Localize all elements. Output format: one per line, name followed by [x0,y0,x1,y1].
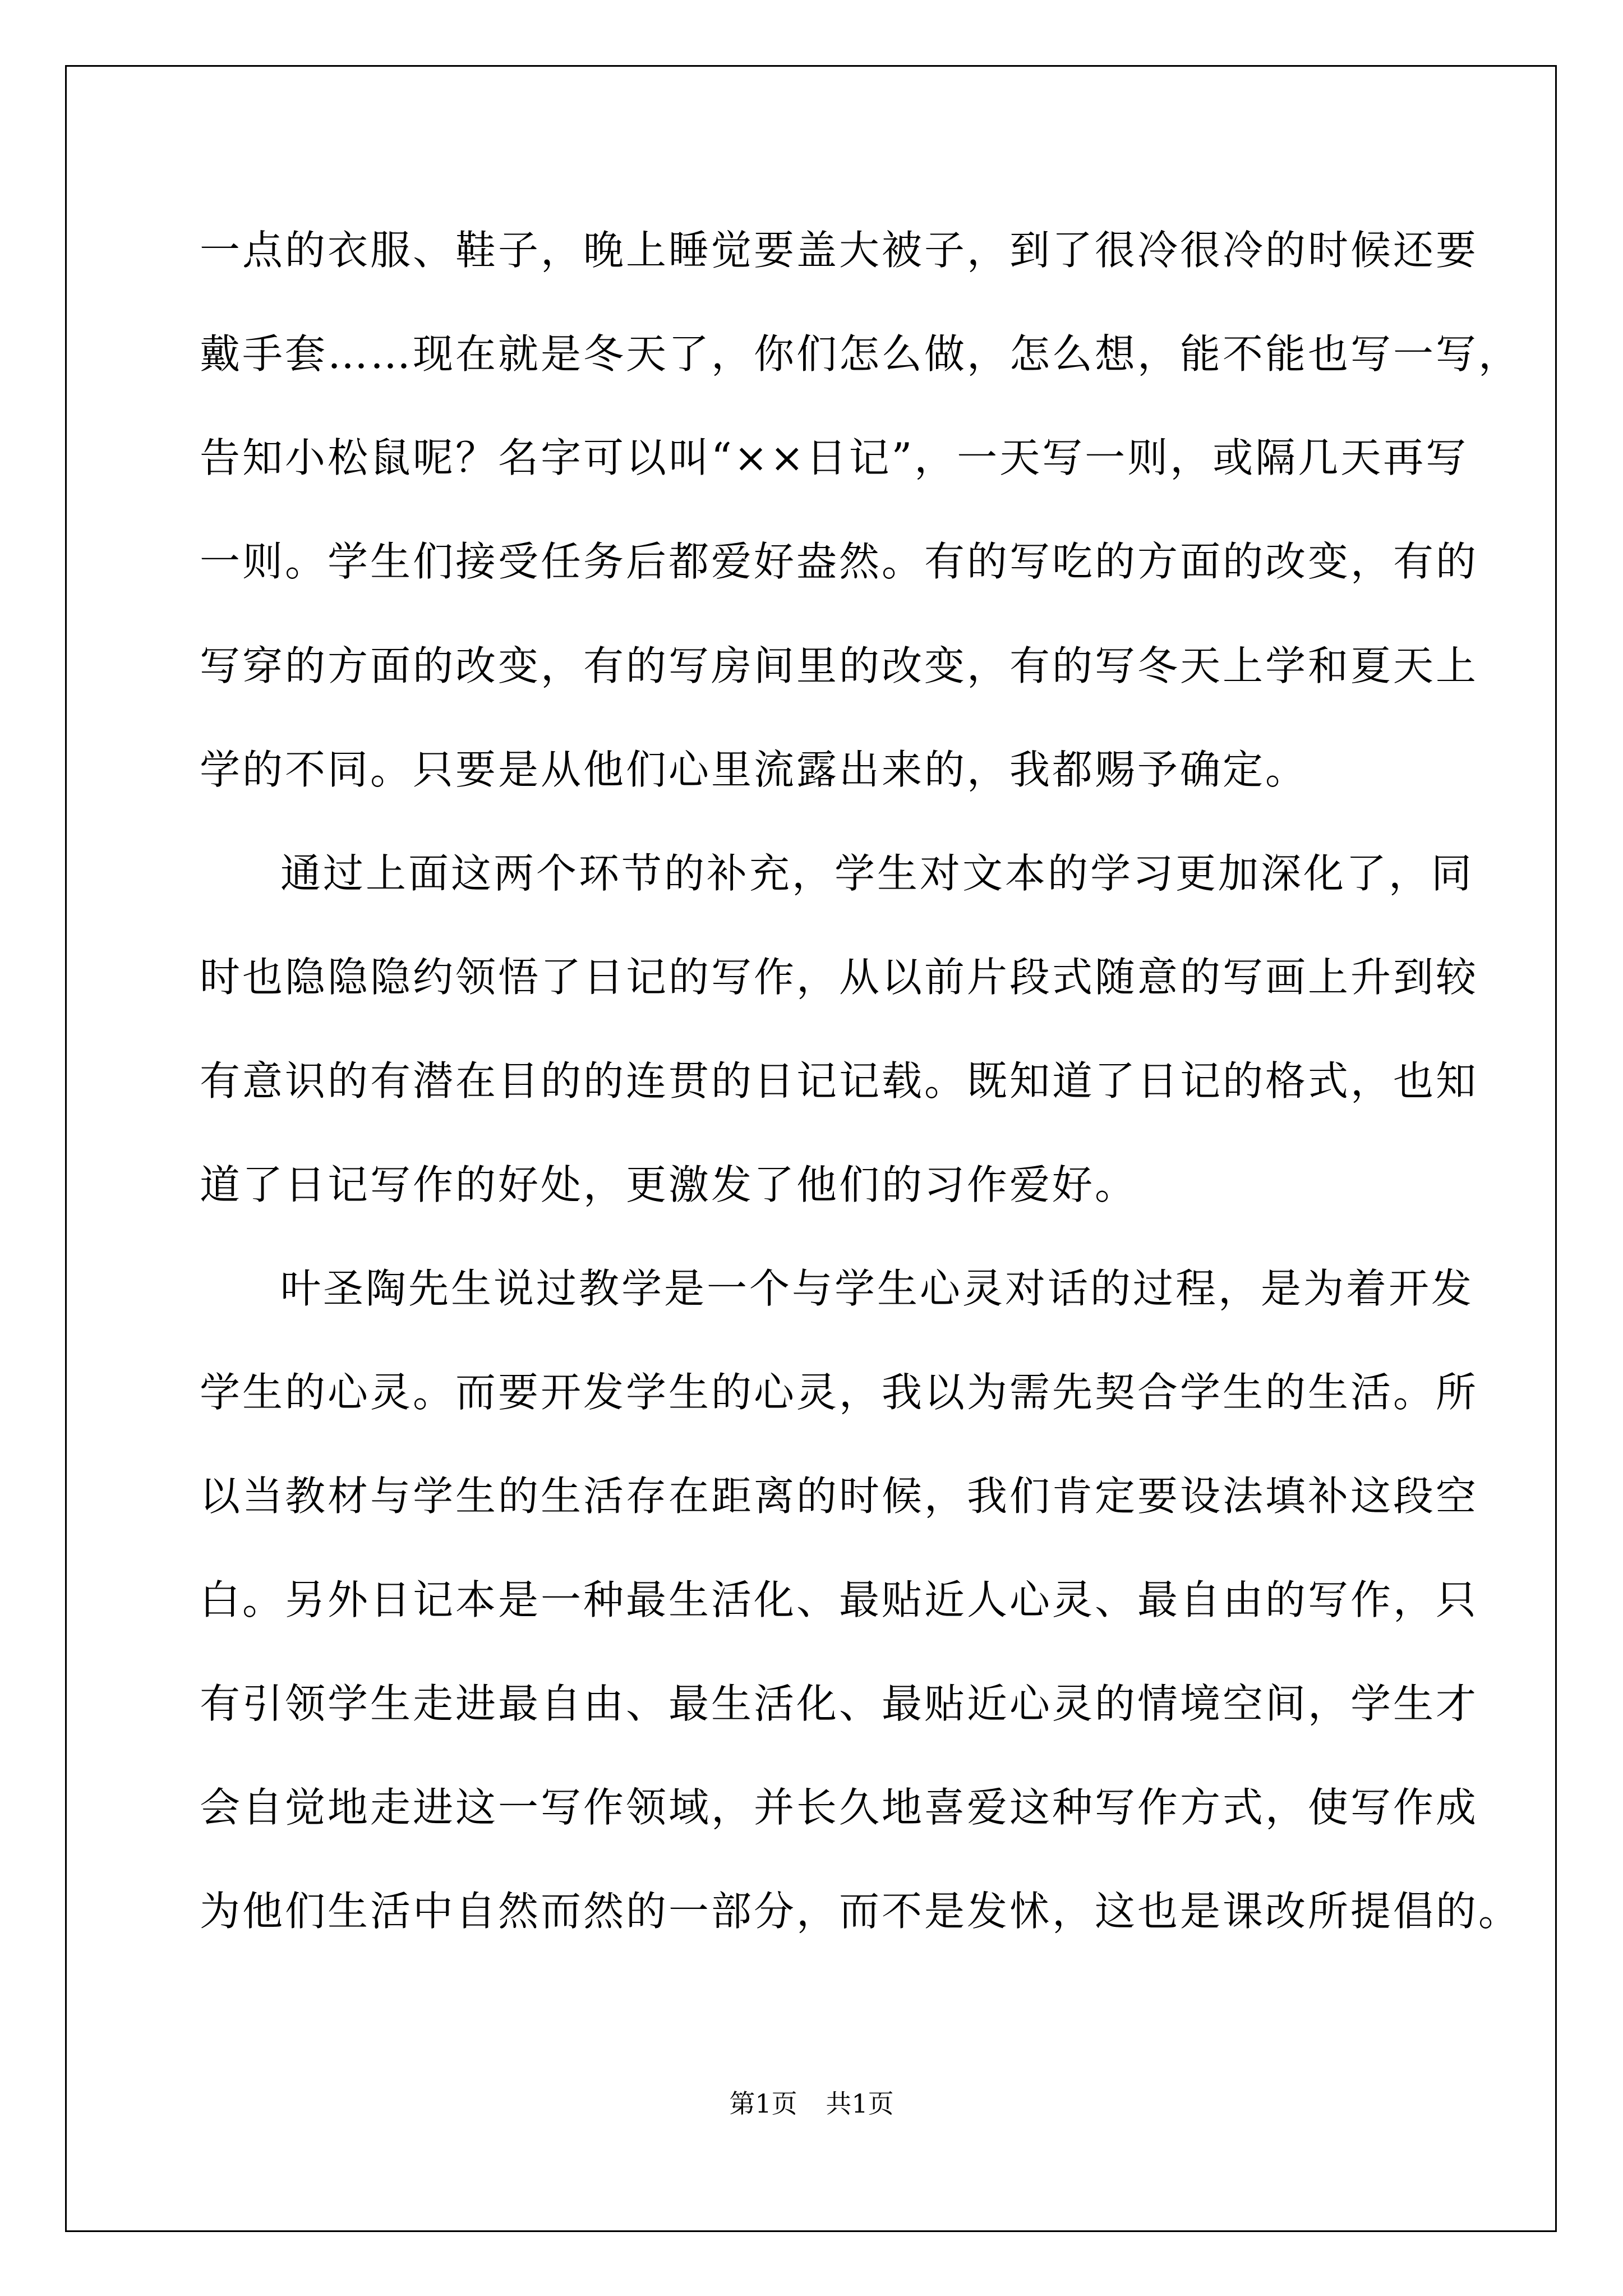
text-line-15: 有引领学生走进最自由、最生活化、最贴近心灵的情境空间，学生才 [200,1680,1479,1727]
text-line-6: 学的不同。只要是从他们心里流露出来的，我都赐予确定。 [200,746,1308,793]
text-line-5: 写穿的方面的改变，有的写房间里的改变，有的写冬天上学和夏天上 [200,642,1479,689]
text-line-7: 通过上面这两个环节的补充，学生对文本的学习更加深化了，同 [280,850,1474,897]
text-line-3: 告知小松鼠呢？名字可以叫“××日记”，一天写一则，或隔几天再写 [200,434,1469,481]
text-line-4: 一则。学生们接受任务后都爱好盎然。有的写吃的方面的改变，有的 [200,538,1479,585]
text-line-10: 道了日记写作的好处，更激发了他们的习作爱好。 [200,1161,1138,1208]
page-total: 共1页 [826,2088,894,2119]
text-line-16: 会自觉地走进这一写作领域，并长久地喜爱这种写作方式，使写作成 [200,1784,1479,1831]
text-line-1: 一点的衣服、鞋子，晚上睡觉要盖大被子，到了很冷很冷的时候还要 [200,227,1479,274]
text-line-9: 有意识的有潜在目的的连贯的日记记载。既知道了日记的格式，也知 [200,1057,1479,1105]
page-footer [0,2087,1623,2120]
text-line-17: 为他们生活中自然而然的一部分，而不是发怵，这也是课改所提倡的。 [200,1888,1521,1935]
text-line-13: 以当教材与学生的生活存在距离的时候，我们肯定要设法填补这段空 [200,1473,1479,1520]
text-line-14: 白。另外日记本是一种最生活化、最贴近人心灵、最自由的写作，只 [200,1576,1479,1623]
text-line-8: 时也隐隐隐约领悟了日记的写作，从以前片段式随意的写画上升到较 [200,954,1479,1001]
text-line-12: 学生的心灵。而要开发学生的心灵，我以为需先契合学生的生活。所 [200,1369,1479,1416]
text-line-11: 叶圣陶先生说过教学是一个与学生心灵对话的过程，是为着开发 [280,1265,1474,1312]
text-line-2: 戴手套……现在就是冬天了，你们怎么做，怎么想，能不能也写一写， [200,330,1521,378]
page-number: 第1页 [729,2088,797,2119]
